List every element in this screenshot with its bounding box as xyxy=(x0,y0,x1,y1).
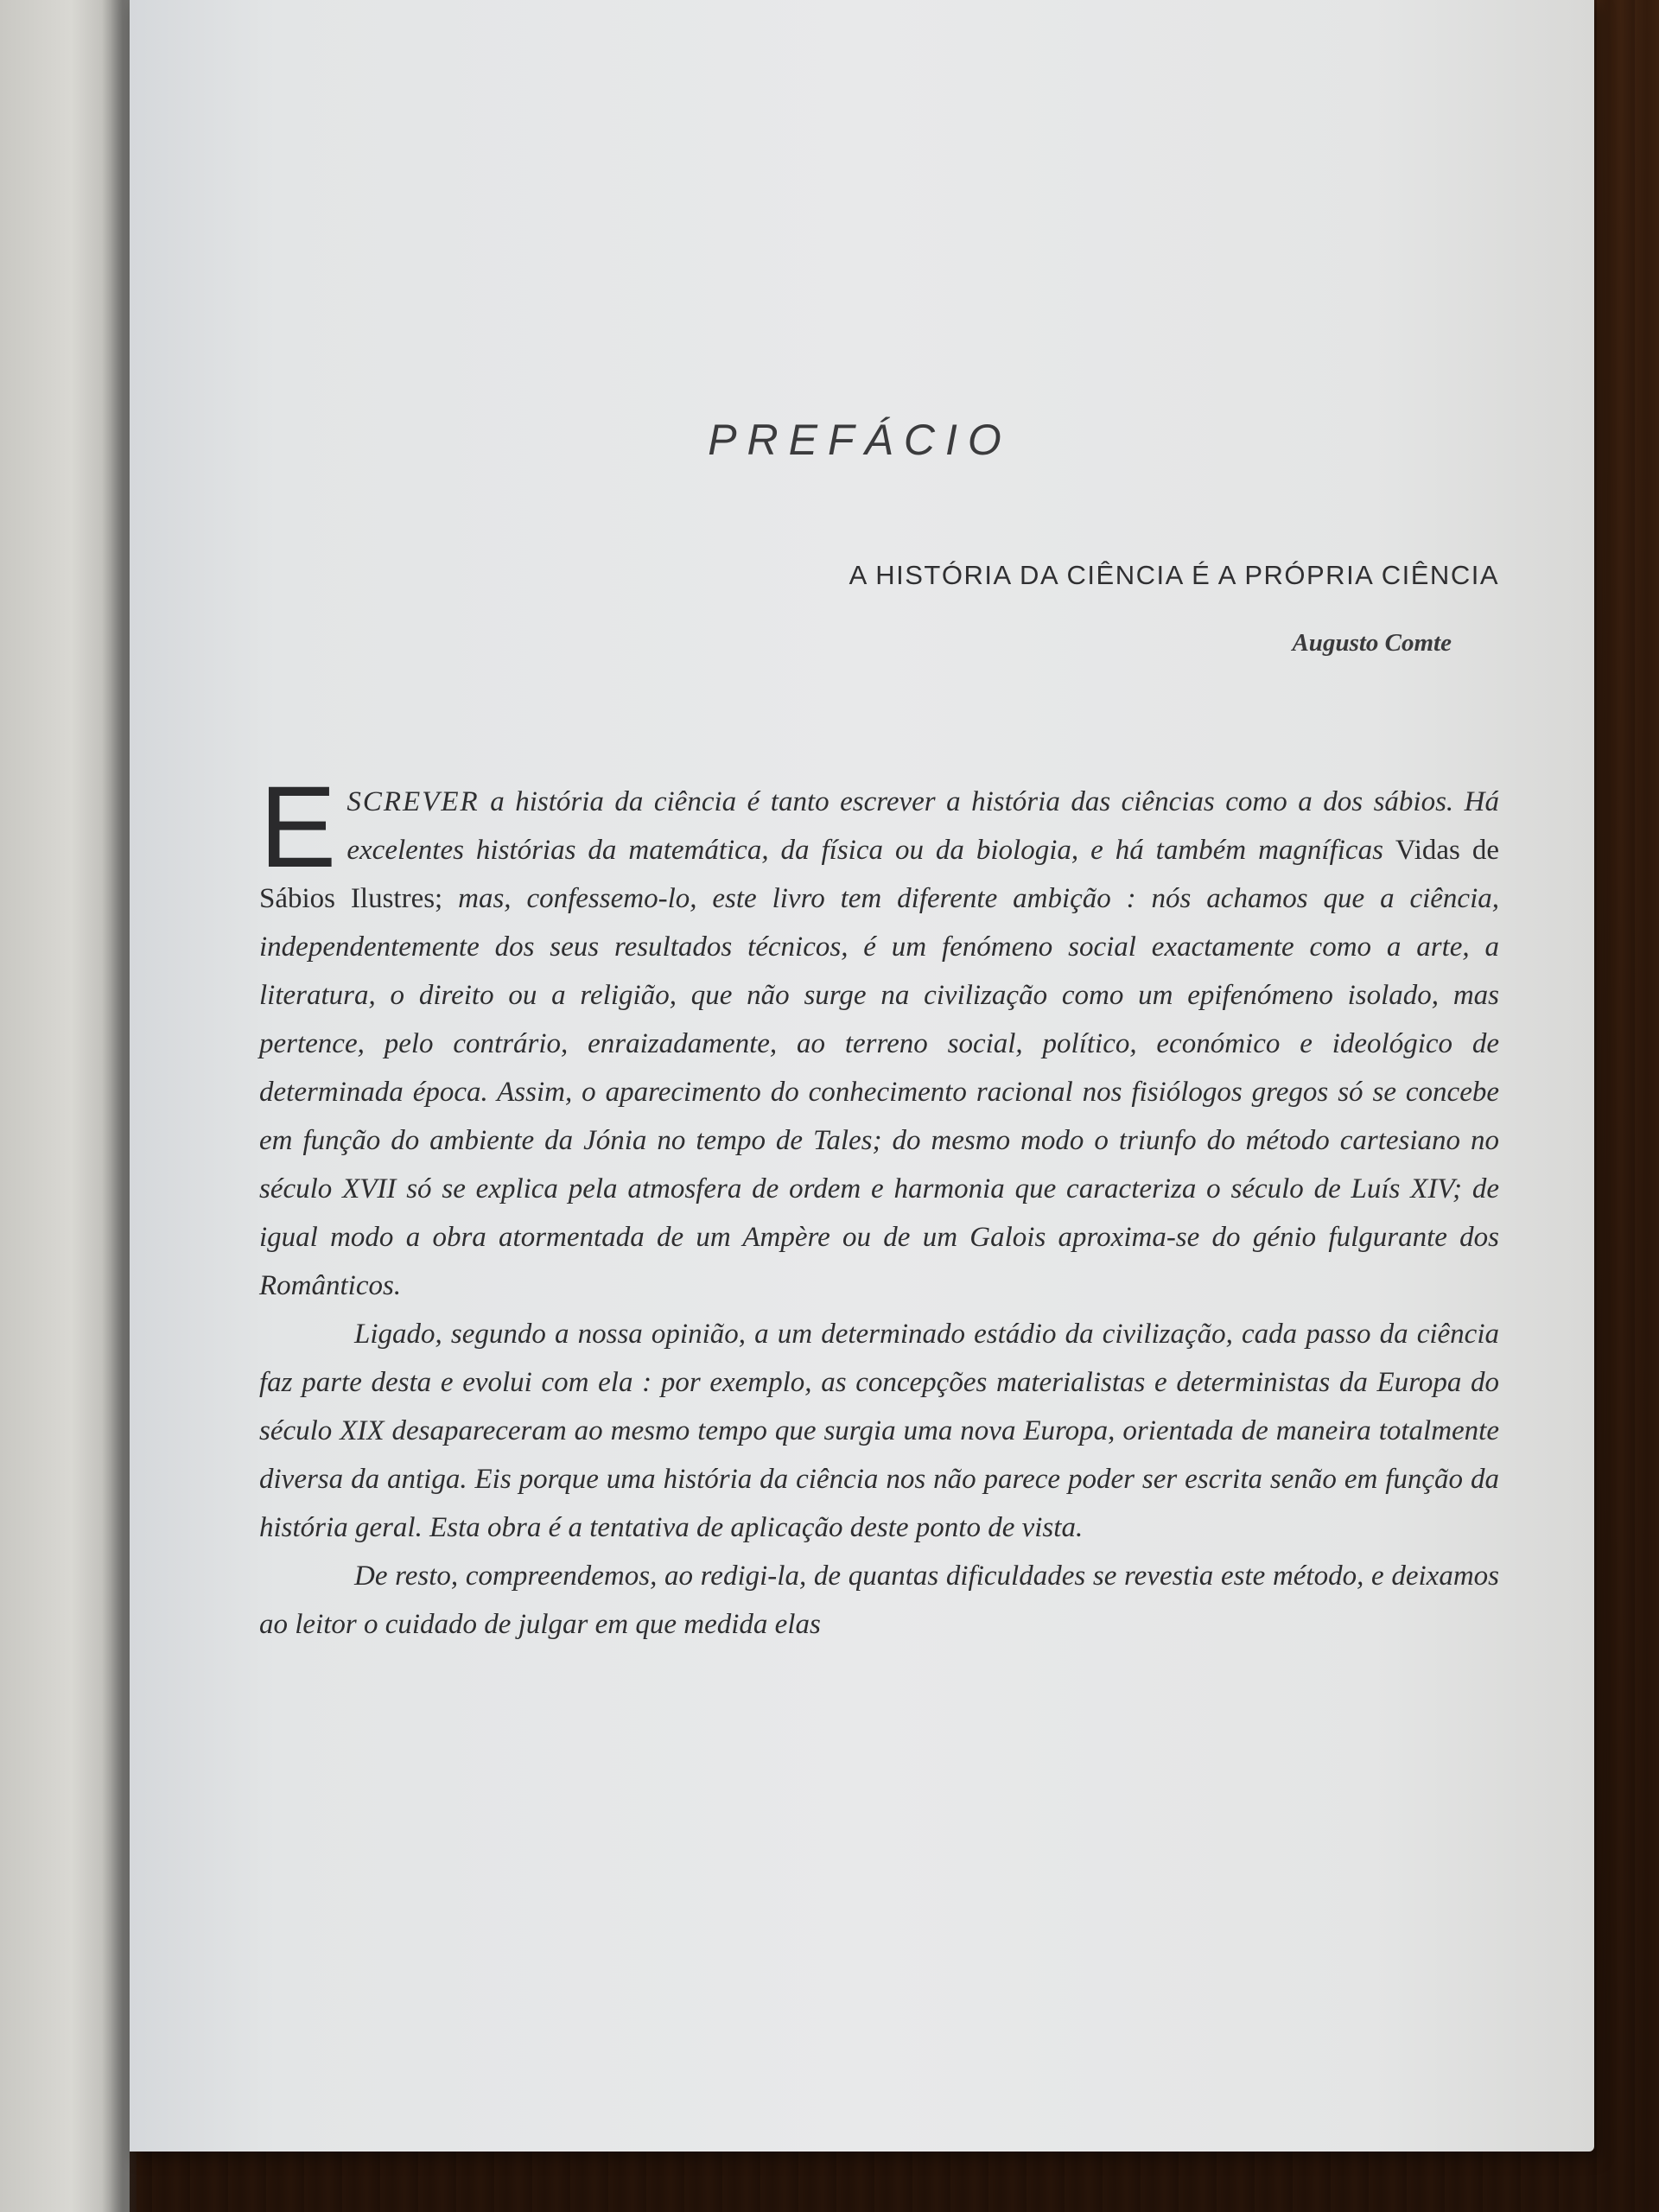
drop-cap: E xyxy=(259,763,337,892)
book-title-reference: Vidas de Sábios Ilustres; xyxy=(259,835,1500,914)
book-page xyxy=(130,0,1594,2152)
paragraph-2: Ligado, segundo a nossa opinião, a um determinado estádio da civilização, cada passo da ciência faz parte desta e evolui com ela : por exemplo, as concepções materialistas e deterministas da Europa do século XIX desapareceram ao mesmo tempo que surgia uma nova Europa, orientada de maneira totalmente diversa da antiga. Eis porque uma história da ciência nos não parece poder ser escrita senão em função da história geral. Esta obra é a tentativa de aplicação deste ponto de vista. xyxy=(259,1319,1499,1543)
paragraph-1-text-a: a história da ciência é tanto escrever a história das ciências como a dos sábios. Há excelentes histórias da matemática, da física ou da biologia, e há também magníficas xyxy=(346,786,1499,866)
epigraph-author: Augusto Comte xyxy=(1292,629,1452,657)
paragraph-1-text-b: mas, confessemo-lo, este livro tem diferente ambição : nós achamos que a ciência, independentemente dos seus resultados técnicos, é um fenómeno social exactamente como a arte, a literatura, o direito ou a religião, que não surge na civilização como um epifenómeno isolado, mas pertence, pelo contrário, enraizadamente, ao terreno social, político, económico e ideológico de determinada época. Assim, o aparecimento do conhecimento racional nos fisiólogos gregos só se concebe em função do ambiente da Jónia no tempo de Tales; do mesmo modo o triunfo do método cartesiano no século XVII só se explica pela atmosfera de ordem e harmonia que caracteriza o século de Luís XIV; de igual modo a obra atormentada de um Ampère ou de um Galois aproxima-se do génio fulgurante dos Românticos. xyxy=(259,883,1499,1301)
lead-word: SCREVER xyxy=(346,786,480,817)
paragraph-1 xyxy=(259,763,1500,1310)
page-title: PREFÁCIO xyxy=(708,416,1012,464)
preface-body xyxy=(259,763,1500,1649)
epigraph-quote: A HISTÓRIA DA CIÊNCIA É A PRÓPRIA CIÊNCIA xyxy=(849,560,1499,590)
paragraph-3: De resto, compreendemos, ao redigi-la, de quantas dificuldades se revestia este método, e deixamos ao leitor o cuidado de julgar em que medida elas xyxy=(259,1560,1499,1640)
